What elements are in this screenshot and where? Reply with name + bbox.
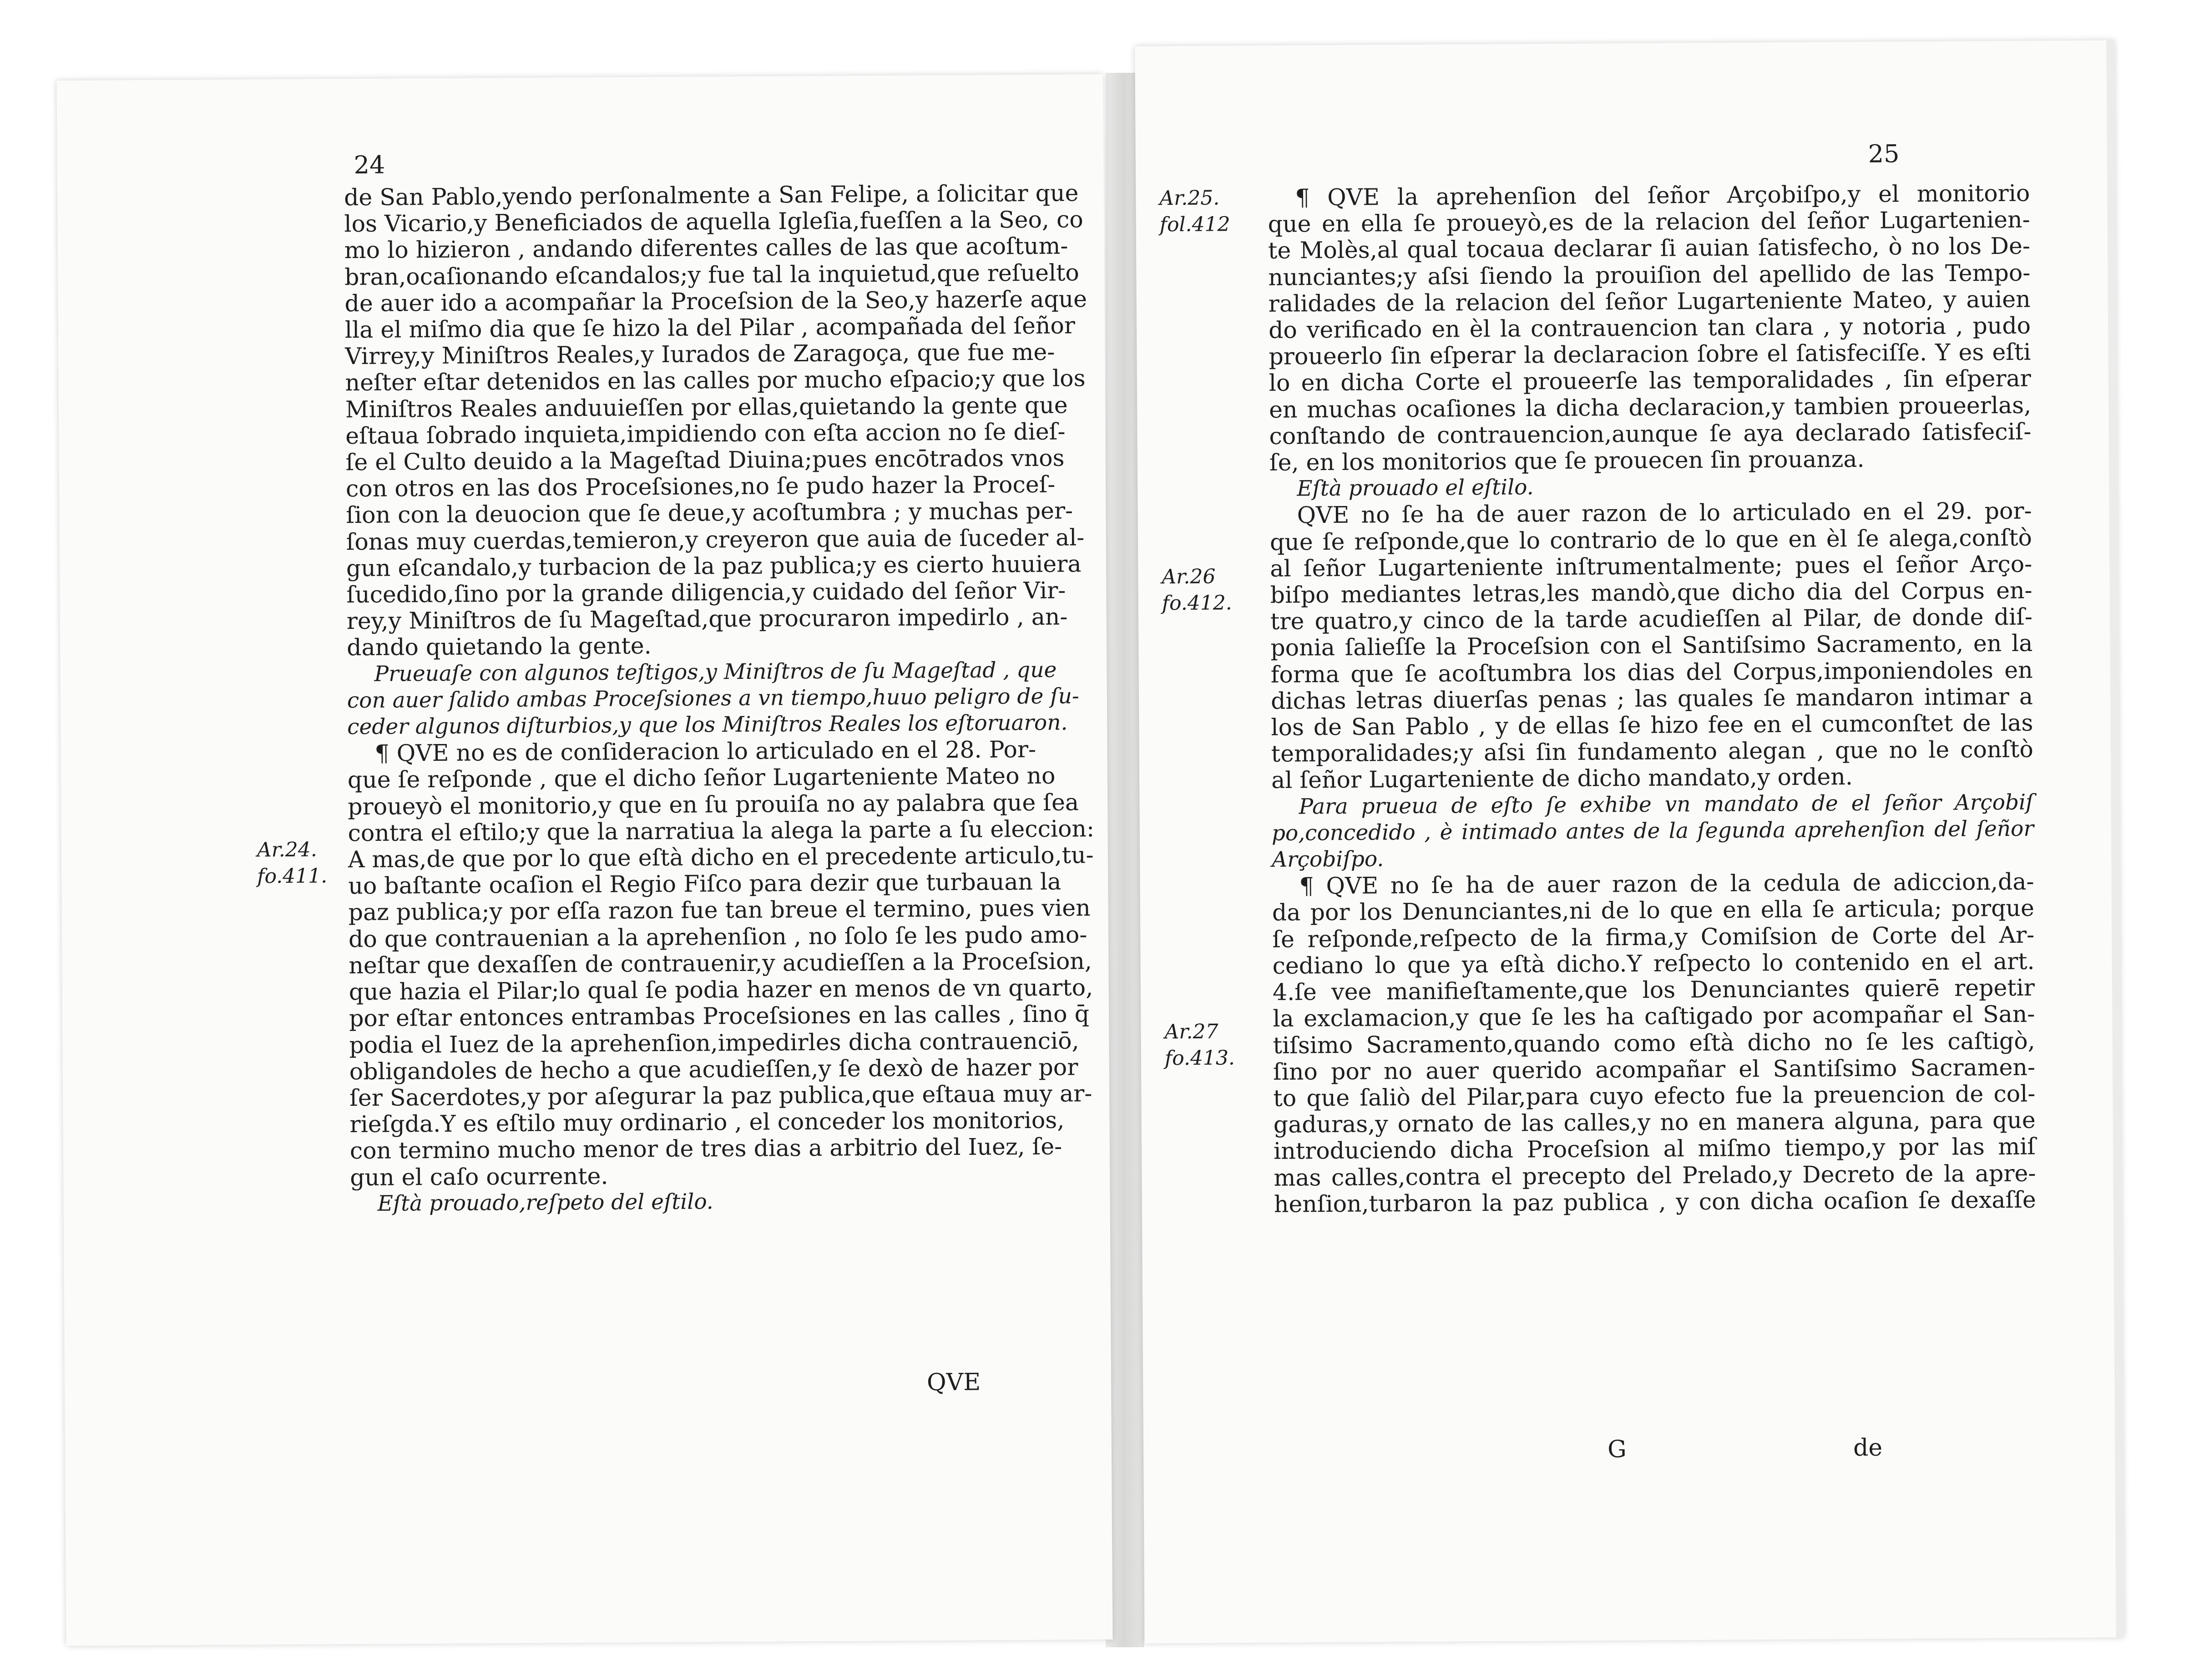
margin-note: Ar.26 fo.412. [1162, 565, 1232, 615]
proof-line: Arçobiſpo. [1272, 846, 1384, 872]
text-line: ¶ QVE la aprehenſion del ſeñor Arçobiſpo,y el monitorio [1295, 179, 2030, 211]
article-line: que hazia el Pilar;lo qual ſe podia hazer en menos de vn quarto, [349, 974, 1093, 1006]
text-line: ſe, en los monitorios que ſe prouecen ſin prouanza. [1269, 445, 1865, 476]
text-line: al ſeñor Lugarteniente de dicho mandato,y orden. [1271, 763, 1853, 794]
text-line: dichas letras diuerſas penas ; las quales ſe mandaron intimar a [1270, 683, 2033, 714]
signature-mark: G [1607, 1436, 1627, 1463]
margin-note: Ar.27 fo.413. [1164, 1020, 1235, 1070]
text-line: mas calles,contra el precepto del Prelado,y Decreto de la apre- [1274, 1159, 2036, 1191]
text-line: 4.ſe vee manifieſtamente,que los Denunciantes quierē repetir [1272, 974, 2035, 1006]
article-line: neſtar que dexaſſen de contrauenir,y acudieſſen a la Proceſsion, [349, 947, 1092, 979]
article-line: ¶ QVE no es de conſideracion lo articulado en el 28. Por- [374, 736, 1036, 767]
proof-line: con auer ſalido ambas Proceſsiones a vn tiempo,huuo peligro de ſu- [347, 683, 1079, 713]
article-line: por eſtar entonces entrambas Proceſsiones en las calles , ſino q̄ [349, 1000, 1090, 1032]
text-line: con otros en las dos Proceſsiones,no ſe pudo hazer la Proceſ- [345, 471, 1056, 502]
text-line: tre quatro,y cinco de la tarde acudieſſen al Pilar, de donde diſ- [1270, 603, 2033, 635]
text-line: en muchas ocaſiones la dicha declaracion,y tambien proueerlas, [1269, 391, 2032, 423]
text-line: rey,y Miniſtros de ſu Mageſtad,que procuraron impedirlo , an- [346, 603, 1068, 635]
article-line: obligandoles de hecho a que acudieſſen,y ſe dexò de hazer por [349, 1053, 1078, 1085]
proof-line: po,concedido , è intimado antes de la ſegunda aprehenſion del ſeñor [1271, 816, 2034, 846]
text-line: los de San Pablo , y de ellas ſe hizo fee en el cumconſtet de las [1271, 709, 2033, 741]
proof-line: Para prueua de eſto ſe exhibe vn mandato de el ſeñor Arçobiſ [1299, 789, 2034, 820]
text-line: bran,ocaſionando eſcandalos;y fue tal la inquietud,que reſuelto [344, 258, 1080, 290]
text-line: proueerlo ſin eſperar la declaracion ſobre el ſatisfeciſſe. Y es eſti [1269, 338, 2031, 370]
proof-line: Prueuaſe con algunos teſtigos,y Miniſtros de ſu Mageſtad , que [374, 657, 1057, 687]
text-line: conſtando de contrauencion,aunque ſe aya declarado ſatisfeciſ- [1269, 418, 2032, 450]
text-line: mo lo hizieron , andando diferentes calles de las que acoſtum- [344, 232, 1068, 264]
article-line: A mas,de que por lo que eſtà dicho en el precedente articulo,tu- [348, 841, 1094, 873]
text-line: cediano lo que ya eſtà dicho.Y reſpecto lo contenido en el art. [1272, 947, 2035, 979]
catchword: QVE [926, 1368, 981, 1397]
text-line: Virrey,y Miniſtros Reales,y Iurados de Zaragoça, que fue me- [345, 338, 1055, 370]
text-line: tiſsimo Sacramento,quando como eſtà dicho no ſe les caſtigò, [1273, 1027, 2035, 1059]
text-line: la exclamacion,y que ſe les ha caſtigado por acompañar el San- [1273, 1000, 2035, 1032]
left-page [57, 74, 1113, 1646]
text-line: ſion con la deuocion que ſe deue,y acoſtumbra ; y muchas per- [346, 497, 1073, 529]
text-line: lla el miſmo dia que ſe hizo la del Pilar , acompañada del ſeñor [344, 312, 1076, 344]
text-line: lo en dicha Corte el proueerſe las temporalidades , ſin eſperar [1269, 365, 2031, 397]
text-line: ſucedido,ſino por la grande diligencia,y cuidado del ſeñor Vir- [346, 577, 1066, 608]
article-line: podia el Iuez de la aprehenſion,impedirles dicha contrauenciō, [349, 1027, 1079, 1058]
margin-note: Ar.24. fo.411. [257, 838, 328, 888]
text-line: Miniſtros Reales anduuieſſen por ellas,quietando la gente que [345, 391, 1068, 423]
text-line: que ſe reſponde,que lo contrario de lo que en èl ſe alega,conſtò [1269, 524, 2032, 556]
text-line: que en ella ſe proueyò,es de la relacion del ſeñor Lugartenien- [1268, 206, 2030, 238]
text-line: henſion,turbaron la paz publica , y con dicha ocaſion ſe dexaſſe [1274, 1186, 2036, 1218]
text-line: to que ſaliò del Pilar,para cuyo efecto fue la preuencion de col- [1273, 1080, 2036, 1112]
page-number: 25 [1868, 139, 1900, 168]
text-line: do verificado en èl la contrauencion tan clara , y notoria , pudo [1268, 312, 2031, 344]
text-line: gun eſcandalo,y turbacion de la paz publica;y es cierto huuiera [346, 550, 1082, 582]
margin-note: Ar.25. fol.412 [1159, 186, 1230, 237]
article-line: contra el eſtilo;y que la narratiua la alega la parte a ſu eleccion: [348, 815, 1095, 847]
article-line: gun el caſo ocurrente. [350, 1162, 608, 1191]
text-line: de auer ido a acompañar la Proceſsion de la Seo,y hazerſe aque [344, 285, 1087, 317]
text-line: ralidades de la relacion del ſeñor Lugarteniente Mateo, y auien [1268, 285, 2031, 317]
text-line: biſpo mediantes letras,les mandò,que dicho dia del Corpus en- [1270, 577, 2032, 608]
text-line: al ſeñor Lugarteniente inſtrumentalmente; pues el ſeñor Arço- [1270, 550, 2032, 582]
text-line: ſe reſponde,reſpecto de la firma,y Comiſsion de Corte del Ar- [1272, 921, 2035, 953]
text-line: nunciantes;y aſsi ſiendo la prouiſion del apellido de las Tempo- [1268, 259, 2031, 291]
text-line: da por los Denunciantes,ni de lo que en ella ſe articula; porque [1272, 895, 2035, 926]
text-line: introduciendo dicha Proceſsion al miſmo tiempo,y por las miſ [1273, 1133, 2036, 1165]
article-line: ſer Sacerdotes,y por aſegurar la paz publica,que eſtaua muy ar- [349, 1080, 1092, 1112]
text-line: ſe el Culto deuido a la Mageſtad Diuina;pues encōtrados vnos [345, 444, 1065, 476]
article-line: rieſgda.Y es eſtilo muy ordinario , el conceder los monitorios, [349, 1106, 1065, 1138]
text-line: ſino por no auer querido acompañar el Santiſsimo Sacramen- [1273, 1053, 2036, 1085]
text-line: eſtaua ſobrado inquieta,impidiendo con eſta accion no ſe dieſ- [345, 418, 1066, 450]
article-line: do que contrauenian a la aprehenſion , no ſolo ſe les pudo amo- [348, 921, 1087, 952]
body-text [1268, 180, 2036, 1218]
article-line: que ſe reſponde , que el dicho ſeñor Lugarteniente Mateo no [347, 762, 1056, 794]
text-line: ¶ QVE no ſe ha de auer razon de la cedula de adiccion,da- [1299, 868, 2034, 900]
text-line: neſter eſtar detenidos en las calles por mucho eſpacio;y que los [345, 364, 1086, 396]
catchword: de [1853, 1434, 1883, 1462]
proof-line: ceder algunos diſturbios,y que los Miniſtros Reales los eſtoruaron. [347, 710, 1068, 740]
article-line: con termino mucho menor de tres dias a arbitrio del Iuez, ſe- [349, 1133, 1062, 1164]
text-line: ſonas muy cuerdas,temieron,y creyeron que auia de ſuceder al- [346, 523, 1085, 555]
proven-line: Eſtà prouado el eſtilo. [1297, 475, 1534, 501]
text-line: ponia ſalieſſe la Proceſsion con el Santiſsimo Sacramento, en la [1270, 630, 2033, 662]
text-line: de San Pablo,yendo perſonalmente a San Felipe, a ſolicitar que [344, 179, 1079, 211]
article-line: paz publica;y por eſſa razon fue tan breue el termino, pues vien [348, 894, 1091, 926]
right-page [1135, 40, 2124, 1643]
body-text [344, 179, 1095, 1217]
text-line: te Molès,al qual tocaua declarar ſi auian ſatisfecho, ò no los De- [1268, 233, 2031, 264]
text-line: gaduras,y ornato de las calles,y no en manera alguna, para que [1273, 1106, 2036, 1138]
text-line: dando quietando la gente. [346, 632, 652, 661]
article-line: proueyò el monitorio,y que en ſu prouiſa no ay palabra que ſea [348, 789, 1079, 820]
page-number: 24 [354, 150, 385, 180]
text-line: forma que ſe acoſtumbra los dias del Corpus,imponiendoles en [1270, 656, 2033, 688]
text-line: QVE no ſe ha de auer razon de lo articulado en el 29. por- [1297, 497, 2032, 529]
text-line: temporalidades;y aſsi ſin fundamento alegan , que no le conſtò [1271, 735, 2033, 768]
article-line: uo baſtante ocaſion el Regio Fiſco para dezir que turbauan la [348, 868, 1062, 900]
proven-line: Eſtà prouado,reſpeto del eſtilo. [377, 1189, 713, 1216]
text-line: los Vicario,y Beneficiados de aquella Igleſia,fueſſen a la Seo, co [344, 206, 1083, 238]
